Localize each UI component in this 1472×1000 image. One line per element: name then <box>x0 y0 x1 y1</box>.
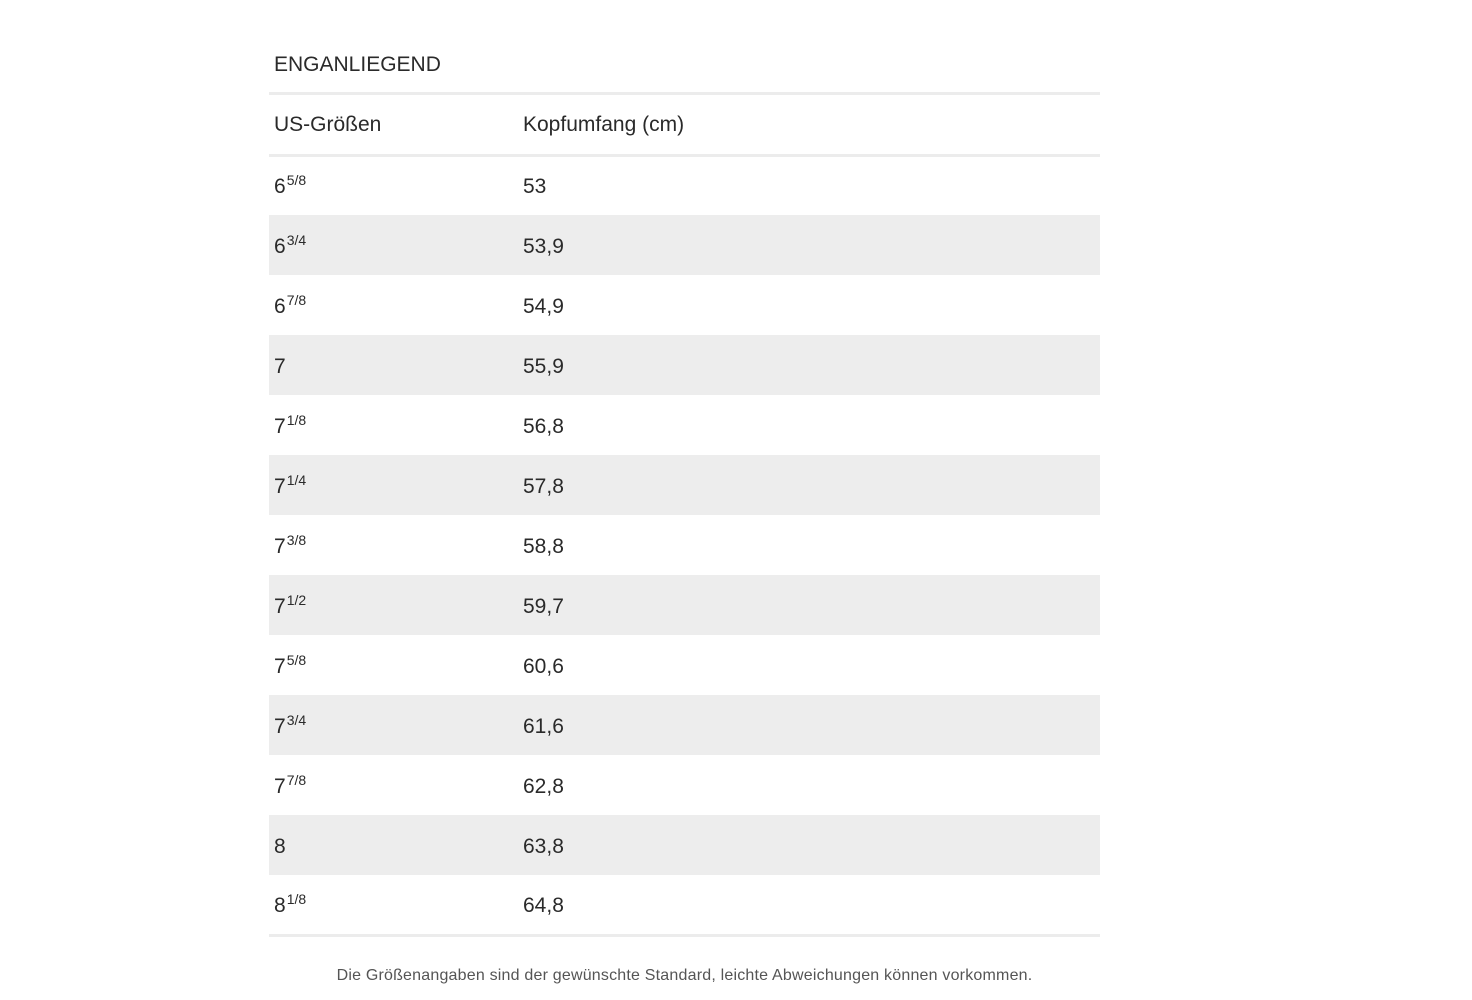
us-size-whole: 6 <box>274 234 286 258</box>
us-size-whole: 8 <box>274 834 286 858</box>
table-row <box>269 575 1100 635</box>
head-circumference-cell: 54,9 <box>523 294 564 318</box>
disclaimer-note: Die Größenangaben sind der gewünschte Standard, leichte Abweichungen können vorkommen. <box>336 967 1033 984</box>
table-row <box>269 335 1100 395</box>
us-size-whole: 7 <box>274 534 286 558</box>
table-row <box>269 275 1100 335</box>
us-size-fraction: 5/8 <box>286 651 307 668</box>
us-size-fraction: 1/2 <box>286 591 307 608</box>
us-size-whole: 8 <box>274 893 286 917</box>
table-row <box>269 395 1100 455</box>
us-size-fraction: 3/8 <box>286 531 307 548</box>
us-size-whole: 6 <box>274 175 286 199</box>
head-circumference-cell: 58,8 <box>523 534 564 558</box>
us-size-fraction: 1/8 <box>286 890 307 907</box>
head-circumference-cell: 56,8 <box>523 414 564 438</box>
us-size-whole: 7 <box>274 414 286 438</box>
head-circumference-cell: 64,8 <box>518 875 1100 935</box>
table-row <box>269 215 1100 275</box>
us-size-cell <box>269 575 518 635</box>
us-size-whole: 7 <box>274 774 286 798</box>
header-us-sizes: US-Größen <box>269 95 518 155</box>
size-table <box>269 95 1100 937</box>
table-row <box>269 875 1100 935</box>
us-size-fraction: 3/4 <box>286 711 307 728</box>
us-size-cell <box>269 875 518 935</box>
chart-title: ENGANLIEGEND <box>269 0 1100 95</box>
us-size-cell <box>269 695 518 755</box>
head-circumference-cell: 59,7 <box>523 594 564 618</box>
head-circumference-cell: 61,6 <box>523 714 564 738</box>
us-size-fraction: 7/8 <box>286 771 307 788</box>
us-size-cell <box>269 275 518 335</box>
size-rows <box>269 155 1100 935</box>
table-row <box>269 755 1100 815</box>
us-size-fraction: 5/8 <box>286 172 307 189</box>
table-row <box>269 635 1100 695</box>
size-chart <box>269 0 1100 937</box>
header-head-circumference: Kopfumfang (cm) <box>518 95 1100 155</box>
us-size-whole: 7 <box>274 474 286 498</box>
us-size-whole: 7 <box>274 594 286 618</box>
us-size-cell <box>269 335 518 395</box>
head-circumference-cell: 55,9 <box>523 354 564 378</box>
us-size-whole: 6 <box>274 294 286 318</box>
us-size-fraction: 7/8 <box>286 291 307 308</box>
head-circumference-cell: 60,6 <box>523 654 564 678</box>
us-size-cell <box>269 755 518 815</box>
table-row <box>269 155 1100 215</box>
us-size-whole: 7 <box>274 654 286 678</box>
head-circumference-cell: 63,8 <box>523 834 564 858</box>
us-size-cell <box>269 815 518 875</box>
us-size-cell <box>269 515 518 575</box>
head-circumference-cell: 62,8 <box>523 774 564 798</box>
us-size-cell <box>269 155 518 215</box>
us-size-cell <box>269 455 518 515</box>
head-circumference-cell: 53,9 <box>523 234 564 258</box>
table-row <box>269 515 1100 575</box>
us-size-whole: 7 <box>274 714 286 738</box>
table-row <box>269 695 1100 755</box>
head-circumference-cell: 57,8 <box>523 474 564 498</box>
us-size-fraction: 1/4 <box>286 471 307 488</box>
table-row <box>269 455 1100 515</box>
us-size-cell <box>269 635 518 695</box>
table-header-row <box>269 95 1100 155</box>
us-size-fraction: 3/4 <box>286 231 307 248</box>
us-size-whole: 7 <box>274 354 286 378</box>
us-size-cell <box>269 215 518 275</box>
head-circumference-cell: 53 <box>523 175 547 199</box>
table-row <box>269 815 1100 875</box>
us-size-fraction: 1/8 <box>286 411 307 428</box>
us-size-cell <box>269 395 518 455</box>
